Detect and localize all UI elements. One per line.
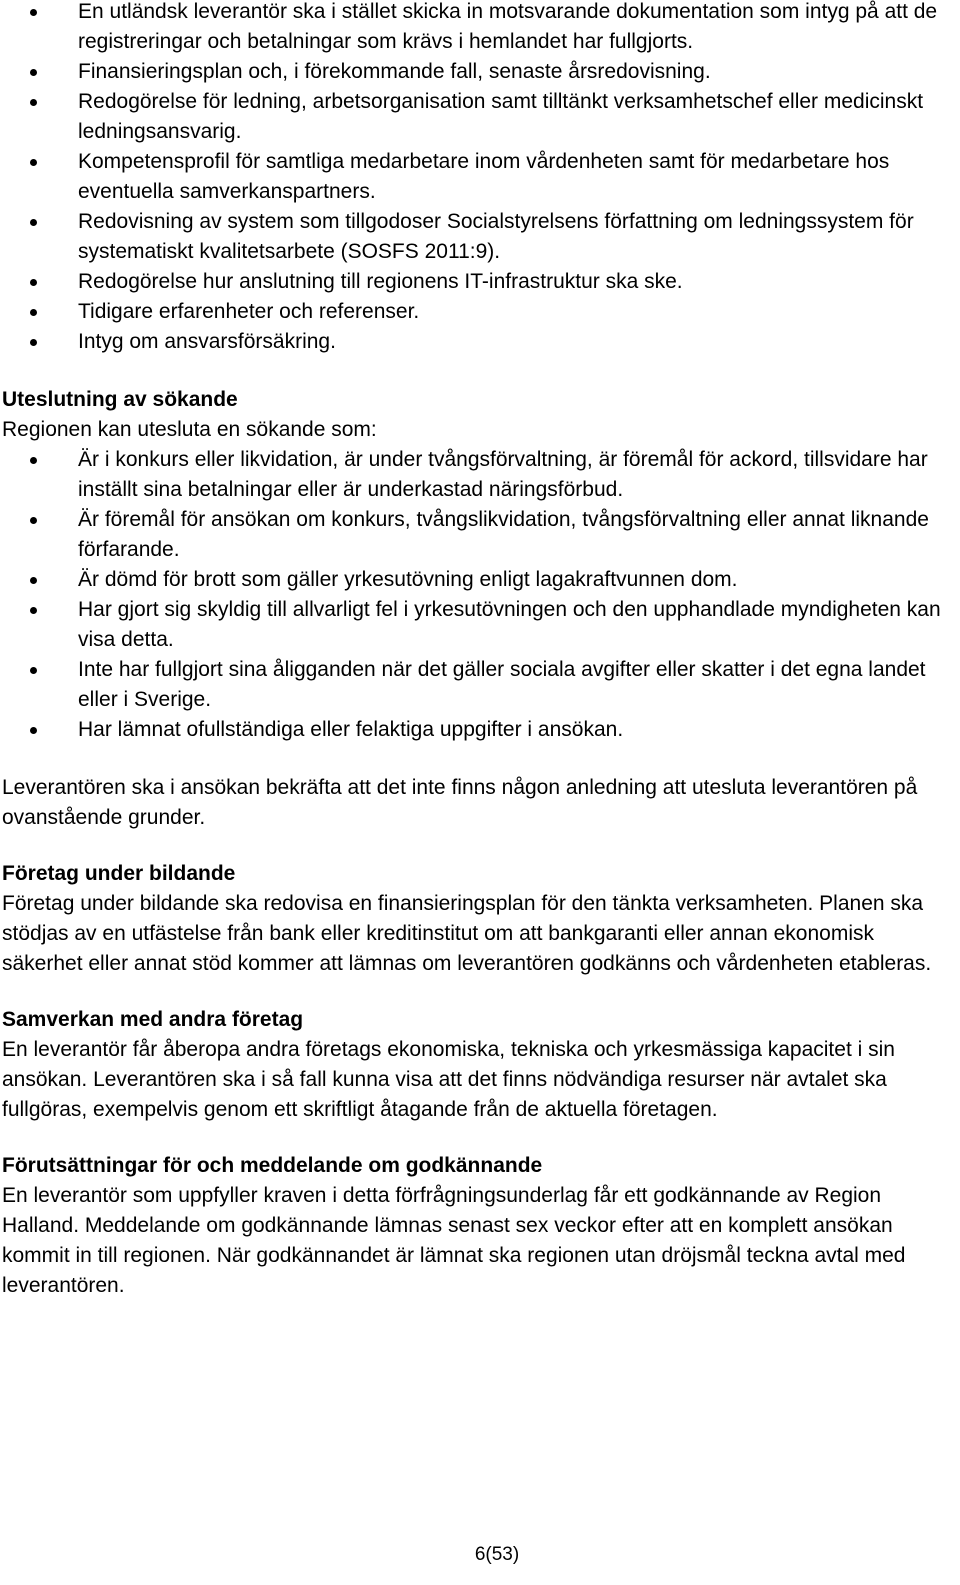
bullet-icon <box>30 517 37 524</box>
document-body <box>2 0 952 1301</box>
bullet-icon <box>30 9 37 16</box>
list-item: Är föremål för ansökan om konkurs, tvångslikvidation, tvångsförvaltning eller annat liknande förfarande. <box>2 505 952 565</box>
exclusion-list <box>2 445 952 745</box>
bullet-icon <box>30 339 37 346</box>
list-item: Har gjort sig skyldig till allvarligt fel i yrkesutövningen och den upphandlade myndigheten kan visa detta. <box>2 595 952 655</box>
list-item: Finansieringsplan och, i förekommande fall, senaste årsredovisning. <box>2 57 952 87</box>
bullet-icon <box>30 457 37 464</box>
list-item: Inte har fullgjort sina åligganden när det gäller sociala avgifter eller skatter i det egna landet eller i Sverige. <box>2 655 952 715</box>
list-item: Redogörelse för ledning, arbetsorganisation samt tilltänkt verksamhetschef eller medicinskt ledningsansvarig. <box>2 87 952 147</box>
requirements-list <box>2 0 952 357</box>
bullet-icon <box>30 577 37 584</box>
list-item: Redogörelse hur anslutning till regionens IT-infrastruktur ska ske. <box>2 267 952 297</box>
bullet-icon <box>30 279 37 286</box>
company-forming-heading: Företag under bildande <box>2 862 236 885</box>
bullet-icon <box>30 607 37 614</box>
list-item: Är i konkurs eller likvidation, är under tvångsförvaltning, är föremål för ackord, tillsvidare har inställt sina betalningar eller är underkastad näringsförbud. <box>2 445 952 505</box>
cooperation-heading: Samverkan med andra företag <box>2 1008 304 1031</box>
list-item: Redovisning av system som tillgodoser Socialstyrelsens författning om ledningssystem för systematiskt kvalitetsarbete (SOSFS 2011:9). <box>2 207 952 267</box>
bullet-icon <box>30 309 37 316</box>
bullet-icon <box>30 69 37 76</box>
exclusion-intro: Regionen kan utesluta en sökande som: <box>2 418 377 441</box>
approval-text: En leverantör som uppfyller kraven i detta förfrågningsunderlag får ett godkännande av Region Halland. Meddelande om godkännande lämnas senast sex veckor efter att en komplett ansökan kommit in till regionen. När godkännandet är lämnat ska regionen utan dröjsmål teckna avtal med leverantören. <box>2 1184 906 1297</box>
list-item: Kompetensprofil för samtliga medarbetare inom vårdenheten samt för medarbetare hos eventuella samverkanspartners. <box>2 147 952 207</box>
exclusion-confirmation: Leverantören ska i ansökan bekräfta att det inte finns någon anledning att utesluta leverantören på ovanstående grunder. <box>2 776 918 829</box>
bullet-icon <box>30 99 37 106</box>
page-number: 6(53) <box>474 1544 520 1565</box>
list-item: Intyg om ansvarsförsäkring. <box>2 327 952 357</box>
list-item: Är dömd för brott som gäller yrkesutövning enligt lagakraftvunnen dom. <box>2 565 952 595</box>
bullet-icon <box>30 727 37 734</box>
list-item: Har lämnat ofullständiga eller felaktiga uppgifter i ansökan. <box>2 715 952 745</box>
list-item: Tidigare erfarenheter och referenser. <box>2 297 952 327</box>
list-item: En utländsk leverantör ska i stället skicka in motsvarande dokumentation som intyg på att de registreringar och betalningar som krävs i hemlandet har fullgjorts. <box>2 0 952 57</box>
bullet-icon <box>30 667 37 674</box>
exclusion-heading: Uteslutning av sökande <box>2 388 238 411</box>
approval-heading: Förutsättningar för och meddelande om godkännande <box>2 1154 543 1177</box>
cooperation-text: En leverantör får åberopa andra företags ekonomiska, tekniska och yrkesmässiga kapacitet i sin ansökan. Leverantören ska i så fall kunna visa att det finns nödvändiga resurser när avtalet ska fullgöras, exempelvis genom ett skriftligt åtagande från de aktuella företagen. <box>2 1038 895 1121</box>
company-forming-text: Företag under bildande ska redovisa en finansieringsplan för den tänkta verksamheten. Planen ska stödjas av en utfästelse från bank eller kreditinstitut om att bankgaranti eller annan ekonomisk säkerhet eller annat stöd kommer att lämnas om leverantören godkänns och vårdenheten etableras. <box>2 892 932 975</box>
bullet-icon <box>30 159 37 166</box>
bullet-icon <box>30 219 37 226</box>
